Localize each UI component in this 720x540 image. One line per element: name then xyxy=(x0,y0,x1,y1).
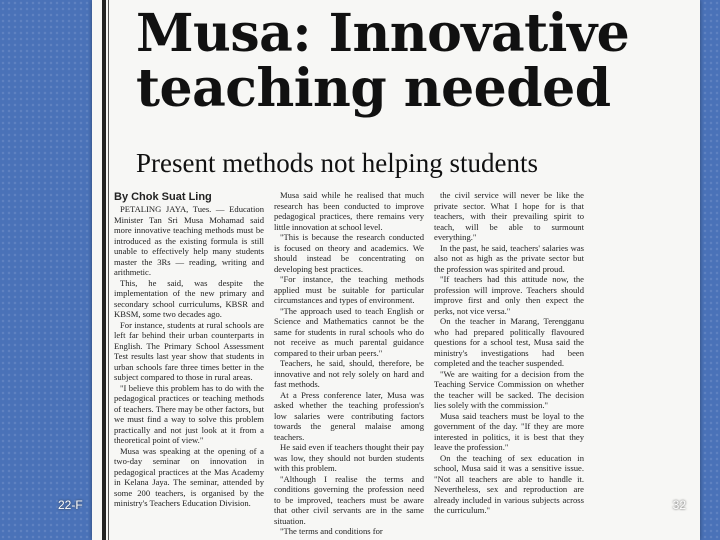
paragraph: On the teaching of sex education in school, Musa said it was a sensitive issue. "Not all teachers are able to handle it. Nevertheless, sex and reproduction are already included in various subjects across the curriculum." xyxy=(434,452,584,515)
slide-number: 32 xyxy=(672,498,686,512)
paragraph: "The approach used to teach English or Science and Mathematics cannot be the same for students in rural schools who do not receive as much parental guidance compared to their urban peers." xyxy=(274,305,424,358)
article-body xyxy=(114,190,584,540)
paragraph: "Although I realise the terms and conditions governing the profession need to be improved, teachers must be aware that other civil servants are in the same situation. xyxy=(274,473,424,526)
slide-date: 22-F xyxy=(58,498,83,512)
article-column-3 xyxy=(434,190,584,540)
paragraph: Musa said teachers must be loyal to the government of the day. "If they are more interested in politics, it is best that they leave the profession." xyxy=(434,410,584,452)
paragraph: the civil service will never be like the private sector. What I hope for is that teachers, with their prevailing spirit to teach, will be able to surmount everything." xyxy=(434,190,584,242)
paragraph: "We are waiting for a decision from the Teaching Service Commission on whether the teacher will be sacked. The decision lies solely with the commission." xyxy=(434,368,584,410)
paragraph: He said even if teachers thought their pay was low, they should not burden students with this problem. xyxy=(274,442,424,473)
article-column-1 xyxy=(114,190,264,540)
paragraph: Teachers, he said, should, therefore, be innovative and not rely solely on hard and fast methods. xyxy=(274,358,424,389)
paragraph: Musa was speaking at the opening of a two-day seminar on innovation in pedagogical practices at the Mas Academy in Kelana Jaya. The seminar, attended by some 200 teachers, is organised by the ministry's Teachers Education Division. xyxy=(114,445,264,508)
paragraph: On the teacher in Marang, Terengganu who had prepared politically flavoured questions for a school test, Musa said the ministry's investigations had been completed and the teacher suspended. xyxy=(434,316,584,368)
headline: Musa: Innovative teaching needed xyxy=(136,3,630,119)
newspaper-clipping xyxy=(92,0,700,540)
paragraph: Musa said while he realised that much research has been conducted to improve pedagogical practices, there remains very little innovation at school level. xyxy=(274,190,424,232)
column-rule-thin xyxy=(108,0,109,540)
paragraph: In the past, he said, teachers' salaries was also not as high as the private sector but the profession was spirited and proud. xyxy=(434,242,584,274)
paragraph: "This is because the research conducted is focused on theory and academics. We should instead be concentrating on developing best practices. xyxy=(274,232,424,274)
paragraph: "For instance, the teaching methods applied must be suitable for particular circumstances and types of environment. xyxy=(274,274,424,305)
paragraph: "The terms and conditions for xyxy=(280,526,383,536)
paragraph: PETALING JAYA, Tues. — Education Minister Tan Sri Musa Mohamad said more innovative teaching methods must be introduced as the existing formula is still unable to effectively help many students master the 3Rs — reading, writing and arithmetic. xyxy=(114,204,264,277)
paragraph: For instance, students at rural schools are left far behind their urban counterparts in English. The Primary School Assessment Test results last year show that students in urban schools fare three times better in the subject compared to those in rural areas. xyxy=(114,319,264,382)
paragraph: "If teachers had this attitude now, the profession will improve. Teachers should improve first and only then expect the perks, not vice versa." xyxy=(434,274,584,316)
article-column-2 xyxy=(274,190,424,540)
paragraph: This, he said, was despite the implementation of the new primary and secondary school curriculums, KBSR and KBSM, some two decades ago. xyxy=(114,277,264,319)
column-rule xyxy=(102,0,106,540)
byline: By Chok Suat Ling xyxy=(114,191,212,203)
subheadline: Present methods not helping students xyxy=(136,148,538,178)
paragraph: "I believe this problem has to do with the pedagogical practices or teaching methods of teachers. There may be other factors, but we must find a way to solve this problem practically and not just look at it from a theoretical point of view." xyxy=(114,382,264,445)
paragraph: At a Press conference later, Musa was asked whether the teaching profession's low salaries were contributing factors towards the general malaise among teachers. xyxy=(274,389,424,442)
